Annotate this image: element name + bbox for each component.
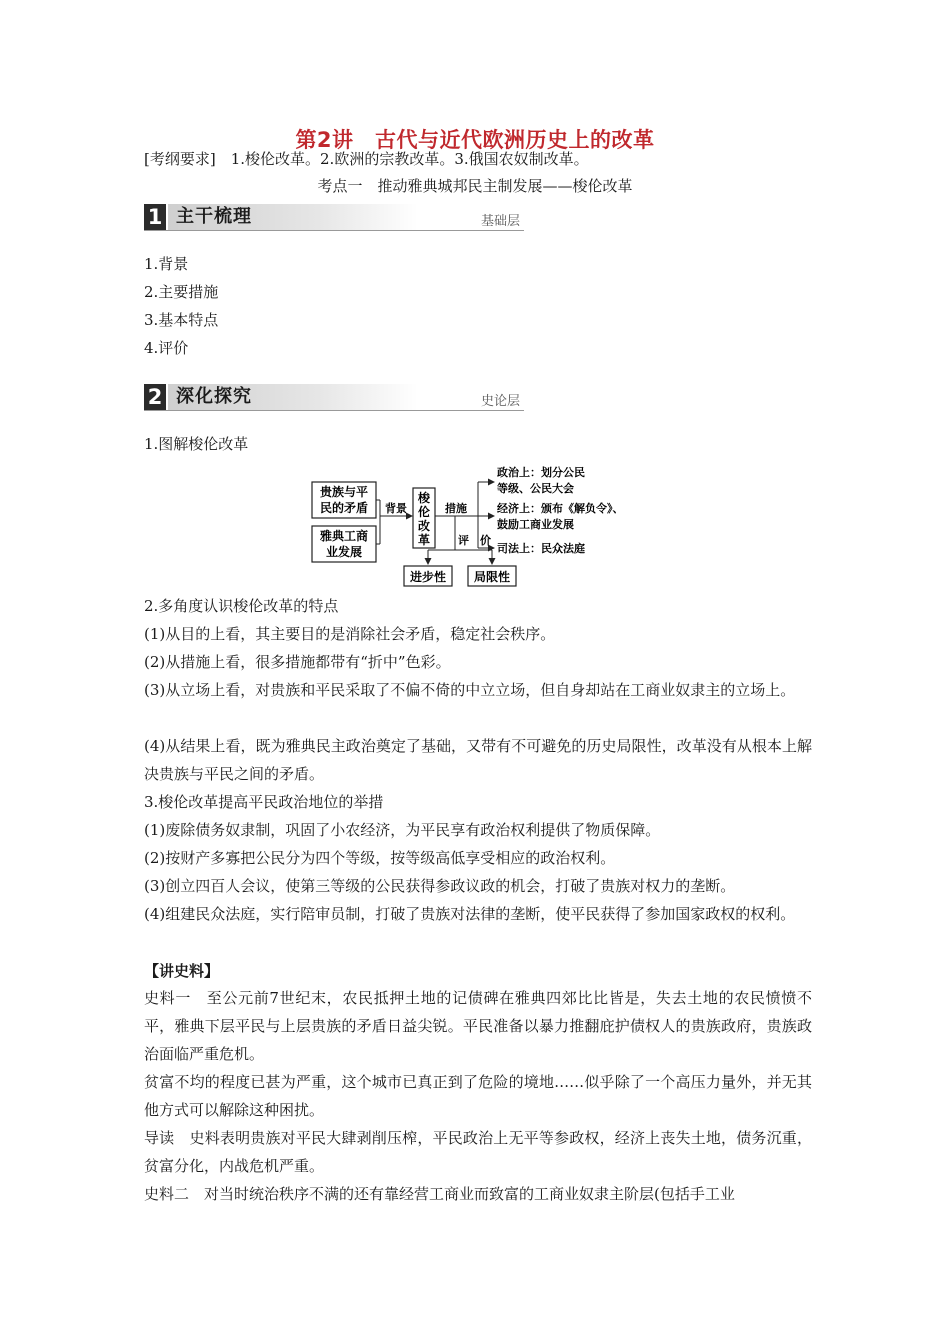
diagram-text: 改: [417, 519, 431, 533]
source-paragraph: 史料二 对当时统治秩序不满的还有靠经营工商业而致富的工商业奴隶主阶层(包括手工业: [144, 1185, 735, 1203]
diagram-text: 雅典工商: [319, 529, 369, 543]
diagram-text: 革: [417, 533, 431, 547]
feature-item: (4)从结果上看，既为雅典民主政治奠定了基础，又带有不可避免的历史局限性，改革没有从根本上解决贵族与平民之间的矛盾。: [144, 737, 812, 783]
diagram-text: 伦: [417, 505, 431, 519]
exam-requirements: [考纲要求] 1.梭伦改革。2.欧洲的宗教改革。3.俄国农奴制改革。: [144, 150, 589, 168]
lecture-label: 【讲史料】: [144, 962, 220, 980]
section-level: 史论层: [480, 394, 520, 409]
outline-item: 1.背景: [144, 255, 189, 273]
diagram-text: 评 价: [458, 534, 491, 547]
measure-item: (3)创立四百人会议，使第三等级的公民获得参政议政的机会，打破了贵族对权力的垄断。: [144, 877, 736, 895]
section-label: 主干梳理: [176, 206, 252, 227]
diagram-text: 民的矛盾: [319, 501, 369, 515]
subheading: 1.图解梭伦改革: [144, 435, 249, 453]
diagram-text: 鼓励工商业发展: [497, 518, 574, 531]
outline-item: 3.基本特点: [144, 311, 219, 329]
diagram-text: 政治上：划分公民: [497, 466, 585, 479]
diagram-text: 进步性: [409, 570, 447, 584]
measure-item: (4)组建民众法庭，实行陪审员制，打破了贵族对法律的垄断，使平民获得了参加国家政权的权利。: [144, 905, 796, 923]
diagram-text: 措施: [445, 502, 467, 515]
section-header-1: [144, 204, 524, 231]
feature-item: (2)从措施上看，很多措施都带有“折中”色彩。: [144, 653, 451, 671]
diagram-text: 业发展: [325, 545, 363, 559]
page-title: 第2讲 古代与近代欧洲历史上的改革: [295, 128, 655, 152]
diagram-text: 等级、公民大会: [497, 482, 574, 495]
outline-item: 2.主要措施: [144, 283, 219, 301]
outline-item: 4.评价: [144, 339, 189, 357]
source-paragraph: 贫富不均的程度已甚为严重，这个城市已真正到了危险的境地……似乎除了一个高压力量外，并无其他方式可以解除这种困扰。: [144, 1073, 812, 1119]
solon-reform-diagram: [300, 460, 660, 590]
section-number: 1: [144, 204, 166, 230]
measure-item: (1)废除债务奴隶制，巩固了小农经济，为平民享有政治权利提供了物质保障。: [144, 821, 661, 839]
section-header-2: [144, 384, 524, 411]
diagram-text: 背景: [385, 502, 407, 515]
diagram-text: 经济上：颁布《解负令》、: [497, 502, 624, 515]
section-number: 2: [144, 384, 166, 410]
diagram-text: 贵族与平: [319, 485, 369, 499]
diagram-text: 司法上：民众法庭: [497, 542, 585, 555]
section-label: 深化探究: [176, 386, 252, 407]
source-paragraph: 史料一 至公元前7世纪末，农民抵押土地的记债碑在雅典四郊比比皆是，失去土地的农民愤愤不平，雅典下层平民与上层贵族的矛盾日益尖锐。平民准备以暴力推翻庇护债权人的贵族政府，贵族政治面临严重危机。: [144, 989, 812, 1063]
kaodian-heading: 考点一 推动雅典城邦民主制发展——梭伦改革: [317, 177, 633, 195]
feature-item: (3)从立场上看，对贵族和平民采取了不偏不倚的中立立场，但自身却站在工商业奴隶主的立场上。: [144, 681, 796, 699]
subheading: 2.多角度认识梭伦改革的特点: [144, 597, 339, 615]
guide-paragraph: 导读 史料表明贵族对平民大肆剥削压榨，平民政治上无平等参政权，经济上丧失土地，债务沉重，贫富分化，内战危机严重。: [144, 1129, 812, 1175]
diagram-text: 梭: [417, 491, 431, 505]
diagram-text: 局限性: [473, 570, 511, 584]
measure-item: (2)按财产多寡把公民分为四个等级，按等级高低享受相应的政治权利。: [144, 849, 616, 867]
section-level: 基础层: [480, 214, 520, 229]
feature-item: (1)从目的上看，其主要目的是消除社会矛盾，稳定社会秩序。: [144, 625, 556, 643]
subheading: 3.梭伦改革提高平民政治地位的举措: [144, 793, 384, 811]
